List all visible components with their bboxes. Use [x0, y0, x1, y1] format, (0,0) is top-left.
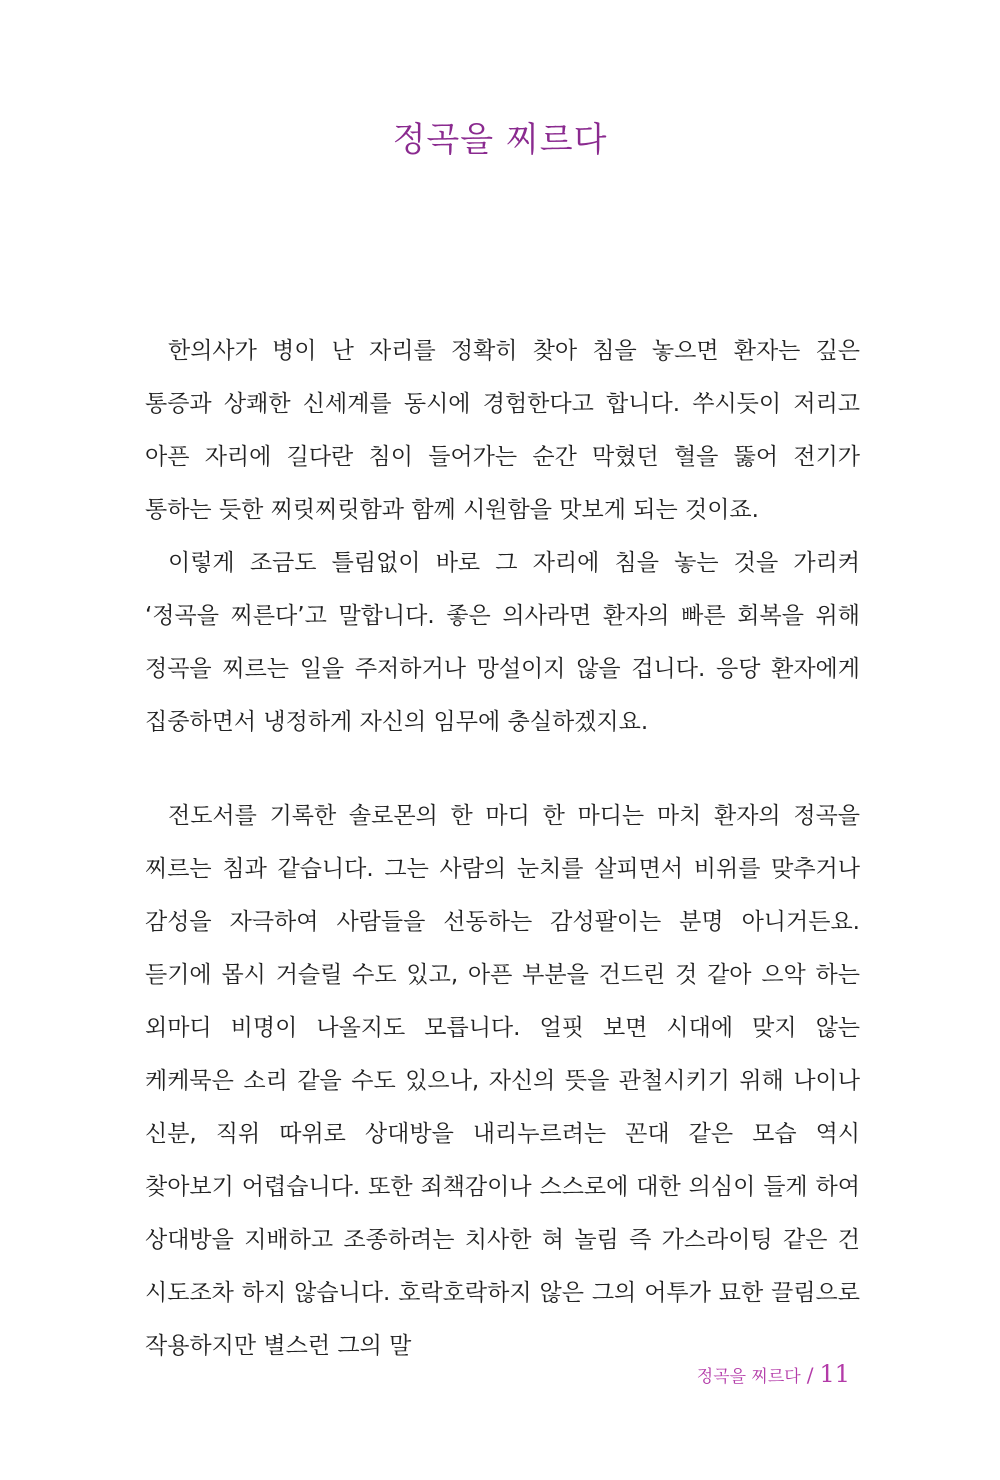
- paragraph: 한의사가 병이 난 자리를 정확히 찾아 침을 놓으면 환자는 깊은 통증과 상쾌한 신세계를 동시에 경험한다고 합니다. 쑤시듯이 저리고 아픈 자리에 길다란 침이 들어가는 순간 막혔던 혈을 뚫어 전기가 통하는 듯한 찌릿찌릿함과 함께 시원함을 맛보게 되는 것이죠.: [145, 338, 860, 523]
- page-number: 11: [819, 1360, 850, 1388]
- page-footer: [697, 1360, 850, 1388]
- folio-separator: /: [806, 1363, 814, 1387]
- running-title: 정곡을 찌르다: [696, 1367, 801, 1387]
- paragraph: 전도서를 기록한 솔로몬의 한 마디 한 마디는 마치 환자의 정곡을 찌르는 침과 같습니다. 그는 사람의 눈치를 살피면서 비위를 맞추거나 감성을 자극하여 사람들을 선동하는 감성팔이는 분명 아니거든요. 듣기에 몹시 거슬릴 수도 있고, 아픈 부분을 건드린 것 같아 으악 하는 외마디 비명이 나올지도 모릅니다. 얼핏 보면 시대에 맞지 않는 케케묵은 소리 같을 수도 있으나, 자신의 뜻을 관철시키기 위해 나이나 신분, 직위 따위로 상대방을 내리누르려는 꼰대 같은 모습 역시 찾아보기 어렵습니다. 또한 죄책감이나 스스로에 대한 의심이 들게 하여 상대방을 지배하고 조종하려는 치사한 혀 놀림 즉 가스라이팅 같은 건 시도조차 하지 않습니다. 호락호락하지 않은 그의 어투가 묘한 끌림으로 작용하지만 별스런 그의 말: [145, 803, 860, 1359]
- paragraph: 이렇게 조금도 틀림없이 바로 그 자리에 침을 놓는 것을 가리켜 ‘정곡을 찌른다’고 말합니다. 좋은 의사라면 환자의 빠른 회복을 위해 정곡을 찌르는 일을 주저하거나 망설이지 않을 겁니다. 응당 환자에게 집중하면서 냉정하게 자신의 임무에 충실하겠지요.: [145, 550, 860, 735]
- chapter-title: 정곡을 찌르다: [392, 120, 608, 160]
- body-section-1: [145, 325, 860, 749]
- body-section-2: [145, 790, 860, 1373]
